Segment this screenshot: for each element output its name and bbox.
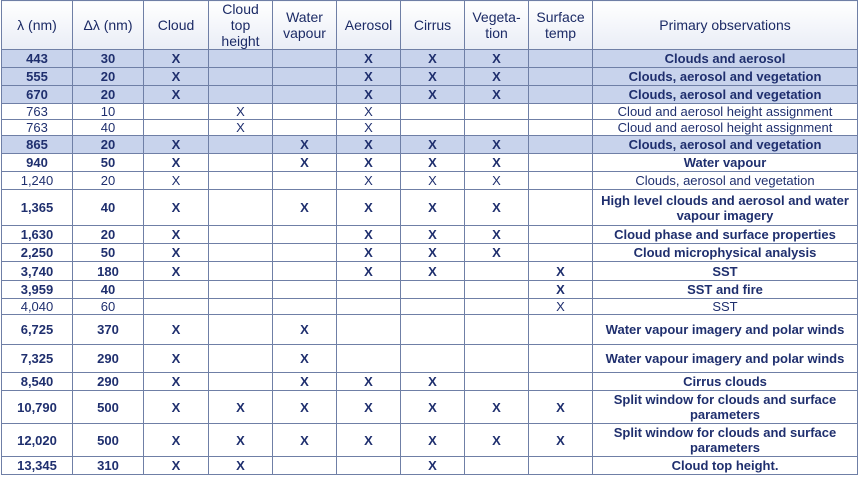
surface-temp-cell	[529, 345, 593, 373]
primary-observations-cell: Cloud microphysical analysis	[593, 244, 858, 262]
table-row	[2, 190, 858, 226]
cloud-cell	[144, 299, 209, 315]
wavelength-cell: 865	[2, 136, 73, 154]
surface-temp-cell: X	[529, 299, 593, 315]
surface-temp-cell	[529, 104, 593, 120]
primary-observations-cell: Split window for clouds and surface parameters	[593, 424, 858, 457]
header-row	[2, 1, 858, 50]
water-vapour-cell: X	[273, 190, 337, 226]
primary-observations-cell: SST	[593, 262, 858, 281]
surface-temp-cell	[529, 244, 593, 262]
header-wavelength: λ (nm)	[2, 1, 73, 50]
primary-observations-cell: Clouds, aerosol and vegetation	[593, 86, 858, 104]
cirrus-cell	[401, 120, 465, 136]
bandwidth-cell: 60	[73, 299, 144, 315]
vegetation-cell	[465, 373, 529, 391]
vegetation-cell	[465, 281, 529, 299]
spectral-bands-table	[1, 0, 858, 475]
primary-observations-cell: Cloud top height.	[593, 457, 858, 475]
cloud-cell: X	[144, 172, 209, 190]
bandwidth-cell: 290	[73, 345, 144, 373]
vegetation-cell	[465, 120, 529, 136]
surface-temp-cell	[529, 172, 593, 190]
wavelength-cell: 3,959	[2, 281, 73, 299]
surface-temp-cell	[529, 226, 593, 244]
bandwidth-cell: 50	[73, 154, 144, 172]
table-row	[2, 172, 858, 190]
aerosol-cell	[337, 281, 401, 299]
primary-observations-cell: Water vapour imagery and polar winds	[593, 345, 858, 373]
table-row	[2, 373, 858, 391]
water-vapour-cell	[273, 120, 337, 136]
surface-temp-cell	[529, 457, 593, 475]
cirrus-cell: X	[401, 244, 465, 262]
primary-observations-cell: Split window for clouds and surface parameters	[593, 391, 858, 424]
aerosol-cell: X	[337, 190, 401, 226]
cirrus-cell	[401, 345, 465, 373]
water-vapour-cell	[273, 299, 337, 315]
cirrus-cell	[401, 104, 465, 120]
cloud-cell: X	[144, 457, 209, 475]
cirrus-cell: X	[401, 262, 465, 281]
cloud-top-height-cell	[209, 136, 273, 154]
table-row	[2, 136, 858, 154]
table-row	[2, 424, 858, 457]
aerosol-cell	[337, 299, 401, 315]
surface-temp-cell	[529, 86, 593, 104]
cirrus-cell	[401, 299, 465, 315]
primary-observations-cell: Water vapour imagery and polar winds	[593, 315, 858, 345]
aerosol-cell: X	[337, 136, 401, 154]
water-vapour-cell	[273, 50, 337, 68]
aerosol-cell: X	[337, 391, 401, 424]
cloud-cell: X	[144, 424, 209, 457]
surface-temp-cell: X	[529, 262, 593, 281]
water-vapour-cell	[273, 68, 337, 86]
cloud-top-height-cell	[209, 262, 273, 281]
vegetation-cell	[465, 457, 529, 475]
cirrus-cell: X	[401, 154, 465, 172]
aerosol-cell: X	[337, 424, 401, 457]
cloud-top-height-cell: X	[209, 391, 273, 424]
primary-observations-cell: Clouds, aerosol and vegetation	[593, 68, 858, 86]
surface-temp-cell	[529, 373, 593, 391]
bandwidth-cell: 50	[73, 244, 144, 262]
table-body	[2, 50, 858, 475]
table-row	[2, 457, 858, 475]
wavelength-cell: 12,020	[2, 424, 73, 457]
cloud-top-height-cell: X	[209, 120, 273, 136]
aerosol-cell: X	[337, 262, 401, 281]
cloud-top-height-cell	[209, 86, 273, 104]
wavelength-cell: 1,630	[2, 226, 73, 244]
cirrus-cell: X	[401, 373, 465, 391]
wavelength-cell: 555	[2, 68, 73, 86]
surface-temp-cell: X	[529, 281, 593, 299]
water-vapour-cell	[273, 262, 337, 281]
bandwidth-cell: 20	[73, 172, 144, 190]
vegetation-cell: X	[465, 190, 529, 226]
wavelength-cell: 6,725	[2, 315, 73, 345]
bandwidth-cell: 40	[73, 190, 144, 226]
cloud-top-height-cell	[209, 226, 273, 244]
primary-observations-cell: Cloud and aerosol height assignment	[593, 104, 858, 120]
cirrus-cell: X	[401, 68, 465, 86]
vegetation-cell: X	[465, 136, 529, 154]
primary-observations-cell: Cloud phase and surface properties	[593, 226, 858, 244]
vegetation-cell	[465, 262, 529, 281]
vegetation-cell: X	[465, 424, 529, 457]
aerosol-cell: X	[337, 226, 401, 244]
primary-observations-cell: Water vapour	[593, 154, 858, 172]
water-vapour-cell	[273, 244, 337, 262]
table-row	[2, 244, 858, 262]
cloud-top-height-cell: X	[209, 424, 273, 457]
bandwidth-cell: 310	[73, 457, 144, 475]
surface-temp-cell	[529, 315, 593, 345]
header-cirrus: Cirrus	[401, 1, 465, 50]
surface-temp-cell	[529, 120, 593, 136]
cirrus-cell	[401, 281, 465, 299]
water-vapour-cell	[273, 86, 337, 104]
cloud-cell: X	[144, 315, 209, 345]
wavelength-cell: 3,740	[2, 262, 73, 281]
cirrus-cell: X	[401, 457, 465, 475]
cloud-top-height-cell	[209, 172, 273, 190]
surface-temp-cell: X	[529, 424, 593, 457]
vegetation-cell: X	[465, 86, 529, 104]
cloud-top-height-cell	[209, 299, 273, 315]
aerosol-cell	[337, 315, 401, 345]
bandwidth-cell: 40	[73, 120, 144, 136]
table-row	[2, 120, 858, 136]
bandwidth-cell: 290	[73, 373, 144, 391]
vegetation-cell: X	[465, 68, 529, 86]
wavelength-cell: 1,365	[2, 190, 73, 226]
water-vapour-cell	[273, 104, 337, 120]
vegetation-cell	[465, 299, 529, 315]
wavelength-cell: 2,250	[2, 244, 73, 262]
cirrus-cell: X	[401, 172, 465, 190]
table-row	[2, 226, 858, 244]
aerosol-cell: X	[337, 50, 401, 68]
header-vegetation: Vegeta-tion	[465, 1, 529, 50]
table-row	[2, 68, 858, 86]
table-row	[2, 50, 858, 68]
cirrus-cell: X	[401, 226, 465, 244]
cirrus-cell: X	[401, 424, 465, 457]
aerosol-cell: X	[337, 104, 401, 120]
primary-observations-cell: Clouds and aerosol	[593, 50, 858, 68]
table-row	[2, 391, 858, 424]
cloud-cell: X	[144, 226, 209, 244]
cloud-top-height-cell	[209, 373, 273, 391]
bandwidth-cell: 20	[73, 68, 144, 86]
cloud-cell	[144, 120, 209, 136]
surface-temp-cell	[529, 68, 593, 86]
aerosol-cell: X	[337, 154, 401, 172]
table-row	[2, 154, 858, 172]
cloud-cell: X	[144, 345, 209, 373]
wavelength-cell: 670	[2, 86, 73, 104]
primary-observations-cell: SST and fire	[593, 281, 858, 299]
bandwidth-cell: 20	[73, 136, 144, 154]
bandwidth-cell: 20	[73, 226, 144, 244]
cirrus-cell: X	[401, 86, 465, 104]
wavelength-cell: 763	[2, 120, 73, 136]
table-row	[2, 315, 858, 345]
cloud-top-height-cell: X	[209, 104, 273, 120]
cloud-cell: X	[144, 136, 209, 154]
water-vapour-cell	[273, 226, 337, 244]
vegetation-cell: X	[465, 391, 529, 424]
primary-observations-cell: Cloud and aerosol height assignment	[593, 120, 858, 136]
table-row	[2, 86, 858, 104]
cloud-top-height-cell	[209, 50, 273, 68]
cloud-top-height-cell	[209, 154, 273, 172]
header-cloud: Cloud	[144, 1, 209, 50]
cirrus-cell	[401, 315, 465, 345]
cloud-cell: X	[144, 391, 209, 424]
aerosol-cell	[337, 345, 401, 373]
cloud-cell: X	[144, 86, 209, 104]
aerosol-cell: X	[337, 172, 401, 190]
cloud-cell: X	[144, 244, 209, 262]
surface-temp-cell	[529, 154, 593, 172]
table-row	[2, 299, 858, 315]
primary-observations-cell: Clouds, aerosol and vegetation	[593, 136, 858, 154]
aerosol-cell: X	[337, 120, 401, 136]
aerosol-cell: X	[337, 373, 401, 391]
bandwidth-cell: 500	[73, 391, 144, 424]
water-vapour-cell	[273, 457, 337, 475]
vegetation-cell: X	[465, 154, 529, 172]
aerosol-cell: X	[337, 86, 401, 104]
table-row	[2, 281, 858, 299]
header-primary-observations: Primary observations	[593, 1, 858, 50]
header-cloud-top-height: Cloud top height	[209, 1, 273, 50]
bandwidth-cell: 20	[73, 86, 144, 104]
bandwidth-cell: 370	[73, 315, 144, 345]
aerosol-cell	[337, 457, 401, 475]
cloud-top-height-cell	[209, 68, 273, 86]
cirrus-cell: X	[401, 190, 465, 226]
vegetation-cell: X	[465, 226, 529, 244]
cloud-cell	[144, 281, 209, 299]
header-surface-temp: Surface temp	[529, 1, 593, 50]
vegetation-cell: X	[465, 244, 529, 262]
water-vapour-cell	[273, 172, 337, 190]
cloud-top-height-cell	[209, 281, 273, 299]
water-vapour-cell: X	[273, 424, 337, 457]
cirrus-cell: X	[401, 136, 465, 154]
water-vapour-cell: X	[273, 154, 337, 172]
wavelength-cell: 443	[2, 50, 73, 68]
cloud-cell: X	[144, 373, 209, 391]
header-water-vapour: Water vapour	[273, 1, 337, 50]
bandwidth-cell: 180	[73, 262, 144, 281]
primary-observations-cell: Clouds, aerosol and vegetation	[593, 172, 858, 190]
water-vapour-cell: X	[273, 391, 337, 424]
wavelength-cell: 8,540	[2, 373, 73, 391]
primary-observations-cell: SST	[593, 299, 858, 315]
cirrus-cell: X	[401, 391, 465, 424]
cloud-cell: X	[144, 262, 209, 281]
water-vapour-cell: X	[273, 315, 337, 345]
cloud-top-height-cell	[209, 345, 273, 373]
cirrus-cell: X	[401, 50, 465, 68]
water-vapour-cell	[273, 281, 337, 299]
water-vapour-cell: X	[273, 373, 337, 391]
cloud-cell: X	[144, 50, 209, 68]
wavelength-cell: 763	[2, 104, 73, 120]
aerosol-cell: X	[337, 68, 401, 86]
wavelength-cell: 10,790	[2, 391, 73, 424]
bandwidth-cell: 40	[73, 281, 144, 299]
vegetation-cell: X	[465, 172, 529, 190]
surface-temp-cell	[529, 50, 593, 68]
vegetation-cell	[465, 345, 529, 373]
wavelength-cell: 4,040	[2, 299, 73, 315]
vegetation-cell	[465, 315, 529, 345]
vegetation-cell: X	[465, 50, 529, 68]
wavelength-cell: 7,325	[2, 345, 73, 373]
cloud-cell	[144, 104, 209, 120]
cloud-top-height-cell	[209, 315, 273, 345]
bandwidth-cell: 10	[73, 104, 144, 120]
cloud-cell: X	[144, 190, 209, 226]
header-bandwidth: Δλ (nm)	[73, 1, 144, 50]
bandwidth-cell: 30	[73, 50, 144, 68]
cloud-top-height-cell	[209, 190, 273, 226]
surface-temp-cell	[529, 190, 593, 226]
wavelength-cell: 1,240	[2, 172, 73, 190]
header-aerosol: Aerosol	[337, 1, 401, 50]
cloud-top-height-cell: X	[209, 457, 273, 475]
table-row	[2, 104, 858, 120]
water-vapour-cell: X	[273, 136, 337, 154]
table-row	[2, 345, 858, 373]
vegetation-cell	[465, 104, 529, 120]
primary-observations-cell: Cirrus clouds	[593, 373, 858, 391]
cloud-cell: X	[144, 154, 209, 172]
aerosol-cell: X	[337, 244, 401, 262]
surface-temp-cell	[529, 136, 593, 154]
bandwidth-cell: 500	[73, 424, 144, 457]
cloud-cell: X	[144, 68, 209, 86]
surface-temp-cell: X	[529, 391, 593, 424]
cloud-top-height-cell	[209, 244, 273, 262]
wavelength-cell: 940	[2, 154, 73, 172]
primary-observations-cell: High level clouds and aerosol and water vapour imagery	[593, 190, 858, 226]
wavelength-cell: 13,345	[2, 457, 73, 475]
table-row	[2, 262, 858, 281]
water-vapour-cell: X	[273, 345, 337, 373]
